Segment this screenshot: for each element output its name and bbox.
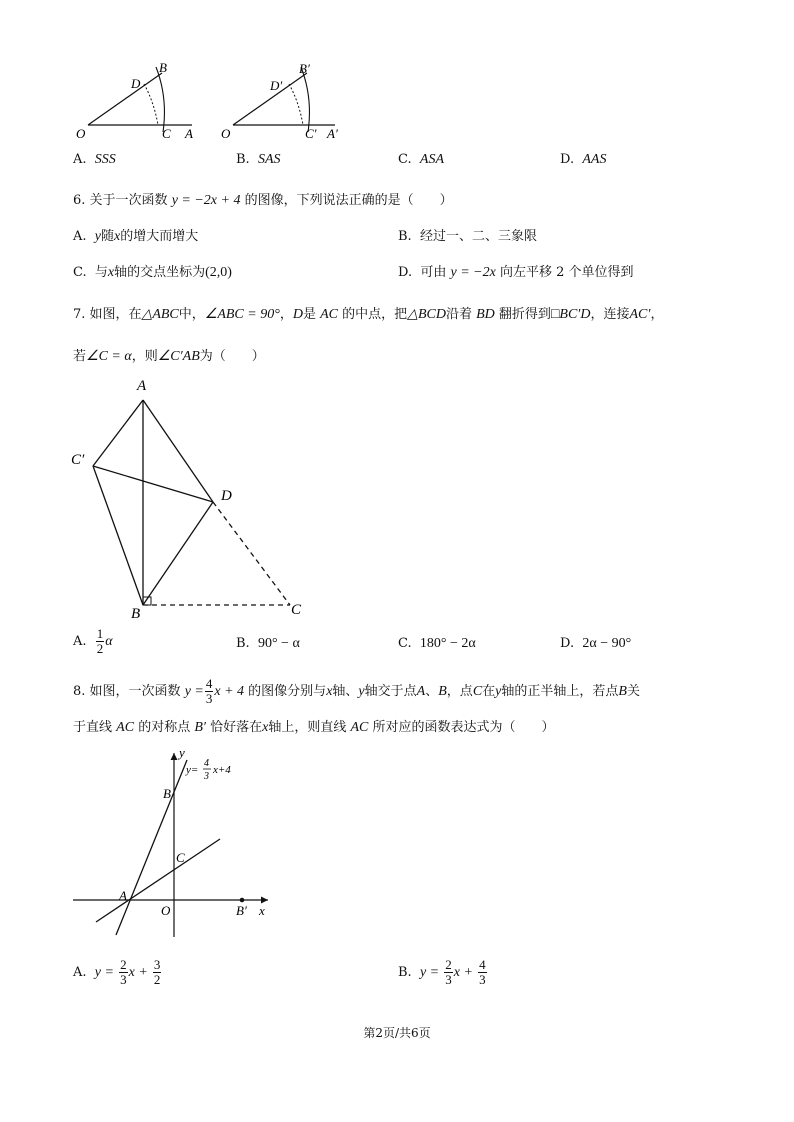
q5-figures bbox=[70, 58, 360, 148]
q7-stem-line1: 7. 如图，在△ABC中，∠ABC = 90°，D是 AC 的中点，把△BCD沿着 BD 翻折得到□BC′D，连接AC′， bbox=[73, 307, 664, 322]
label-eq-rest: x+4 bbox=[213, 764, 231, 776]
page-footer: 第2页/共6页 bbox=[363, 1026, 431, 1040]
label-o-2: O bbox=[221, 126, 231, 141]
label-c-prime: C′ bbox=[305, 126, 317, 141]
label-d-prime: D′ bbox=[270, 78, 283, 93]
q7-stem-line2: 若∠C = α，则∠C′AB为（ ） bbox=[73, 349, 265, 364]
label-c: C bbox=[176, 850, 185, 865]
label-b-prime: B′ bbox=[299, 61, 310, 76]
label-eq-y: y= bbox=[186, 764, 199, 776]
label-y-axis: y bbox=[179, 745, 185, 760]
q5-option-c[interactable]: C. ASA bbox=[398, 152, 444, 167]
q5-right-figure bbox=[221, 61, 338, 141]
label-c: C bbox=[162, 126, 171, 141]
q5-option-d[interactable]: D. AAS bbox=[560, 152, 607, 167]
q8-stem-line1: 8. 如图，一次函数 y = $\frac{4}{3}$ x + 4 的图像分别与x轴、y轴交于点A、B，点C在y轴的正半轴上，若点B关 bbox=[73, 676, 640, 706]
label-eq-num: 4 bbox=[204, 758, 209, 769]
label-b: B bbox=[131, 606, 141, 620]
label-c-prime: C′ bbox=[71, 452, 85, 468]
label-x-axis: x bbox=[259, 903, 265, 918]
q6-formula: y = −2x + 4 bbox=[171, 193, 241, 208]
q7-option-b[interactable]: B. 90° − α bbox=[236, 636, 300, 651]
q6-stem: 6. 关于一次函数 y = −2x + 4 的图像，下列说法正确的是（ ） bbox=[73, 193, 453, 208]
label-a: A bbox=[119, 888, 127, 903]
label-a: A bbox=[185, 126, 193, 141]
label-b-prime: B′ bbox=[236, 903, 247, 918]
q7-option-c[interactable]: C. 180° − 2α bbox=[398, 636, 476, 651]
label-d: D bbox=[221, 488, 232, 504]
label-d: D bbox=[131, 76, 141, 91]
label-eq-den: 3 bbox=[204, 771, 209, 782]
label-a: A bbox=[137, 378, 147, 394]
q5-option-a[interactable]: A. SSS bbox=[73, 152, 116, 167]
label-o: O bbox=[76, 126, 86, 141]
q8-stem-line2: 于直线 AC 的对称点 B′ 恰好落在x轴上，则直线 AC 所对应的函数表达式为（ ） bbox=[73, 720, 555, 735]
label-a-prime: A′ bbox=[327, 126, 338, 141]
q8-coordinate-figure bbox=[68, 745, 283, 945]
q7-option-a[interactable]: A. $\frac{1}{2}$ α bbox=[73, 626, 113, 656]
q5-left-figure bbox=[76, 60, 193, 141]
label-b: B bbox=[159, 60, 167, 75]
q6-option-a[interactable]: A. y随x的增大而增大 bbox=[73, 229, 199, 244]
q6-option-d[interactable]: D. 可由 y = −2x 向左平移 2 个单位得到 bbox=[398, 265, 634, 280]
q5-option-b[interactable]: B. SAS bbox=[236, 152, 281, 167]
label-c: C bbox=[291, 602, 302, 618]
q7-figure bbox=[65, 370, 325, 620]
q8-option-a[interactable]: A. y = $\frac{2}{3}$ x + $\frac{3}{2}$ bbox=[73, 957, 161, 987]
label-o: O bbox=[161, 903, 171, 918]
q8-option-b[interactable]: B. y = $\frac{2}{3}$ x + $\frac{4}{3}$ bbox=[398, 957, 486, 987]
q6-option-b[interactable]: B. 经过一、二、三象限 bbox=[398, 229, 537, 244]
q7-option-d[interactable]: D. 2α − 90° bbox=[560, 636, 632, 651]
q6-option-c[interactable]: C. 与x轴的交点坐标为(2,0) bbox=[73, 265, 232, 280]
label-b: B bbox=[163, 786, 171, 801]
